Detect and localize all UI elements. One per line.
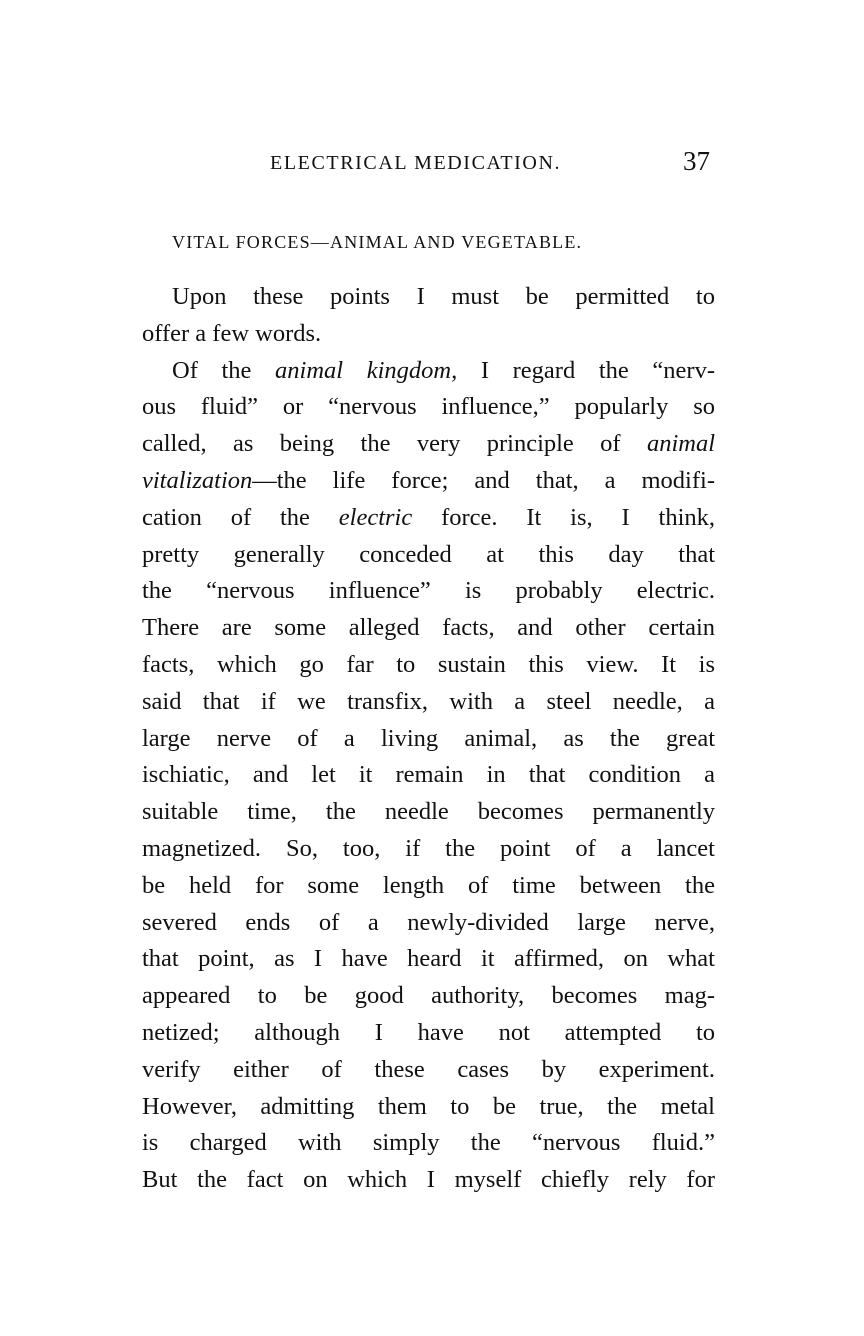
text-line: ischiatic, and let it remain in that condition a [142, 761, 715, 789]
body-text [142, 279, 715, 1199]
text-line: offer a few words. [142, 319, 322, 347]
text-line: There are some alleged facts, and other certain [142, 614, 715, 642]
text-line: But the fact on which I myself chiefly rely for [142, 1166, 715, 1194]
text-line: the “nervous influence” is probably electric. [142, 577, 715, 605]
text-line: cation of the electric force. It is, I think, [142, 503, 715, 531]
text-line: called, as being the very principle of animal [142, 430, 715, 458]
text-line: ous fluid” or “nervous influence,” popularly so [142, 393, 715, 421]
text-line: is charged with simply the “nervous fluid.” [142, 1129, 715, 1157]
section-heading: VITAL FORCES—ANIMAL AND VEGETABLE. [172, 232, 583, 252]
text-line: that point, as I have heard it affirmed, on what [142, 945, 715, 973]
text-line: However, admitting them to be true, the metal [142, 1092, 715, 1120]
text-line: be held for some length of time between the [142, 871, 715, 899]
text-line: pretty generally conceded at this day that [142, 540, 715, 568]
text-line: said that if we transfix, with a steel needle, a [142, 687, 715, 715]
text-line: large nerve of a living animal, as the great [142, 724, 715, 752]
text-line: verify either of these cases by experiment. [142, 1055, 715, 1083]
running-head [270, 146, 716, 182]
text-line: magnetized. So, too, if the point of a lancet [142, 834, 715, 862]
text-line: facts, which go far to sustain this view. It is [142, 650, 715, 678]
running-title: ELECTRICAL MEDICATION. [270, 152, 562, 174]
text-line: vitalization—the life force; and that, a modifi- [142, 466, 715, 494]
page-number: 37 [683, 146, 710, 176]
text-line: Of the animal kingdom, I regard the “nerv- [172, 356, 715, 384]
text-line: netized; although I have not attempted to [142, 1018, 715, 1046]
text-line: Upon these points I must be permitted to [172, 283, 715, 310]
text-line: suitable time, the needle becomes permanently [142, 798, 715, 826]
text-line: severed ends of a newly-divided large nerve, [142, 908, 715, 936]
text-line: appeared to be good authority, becomes mag- [142, 982, 715, 1010]
